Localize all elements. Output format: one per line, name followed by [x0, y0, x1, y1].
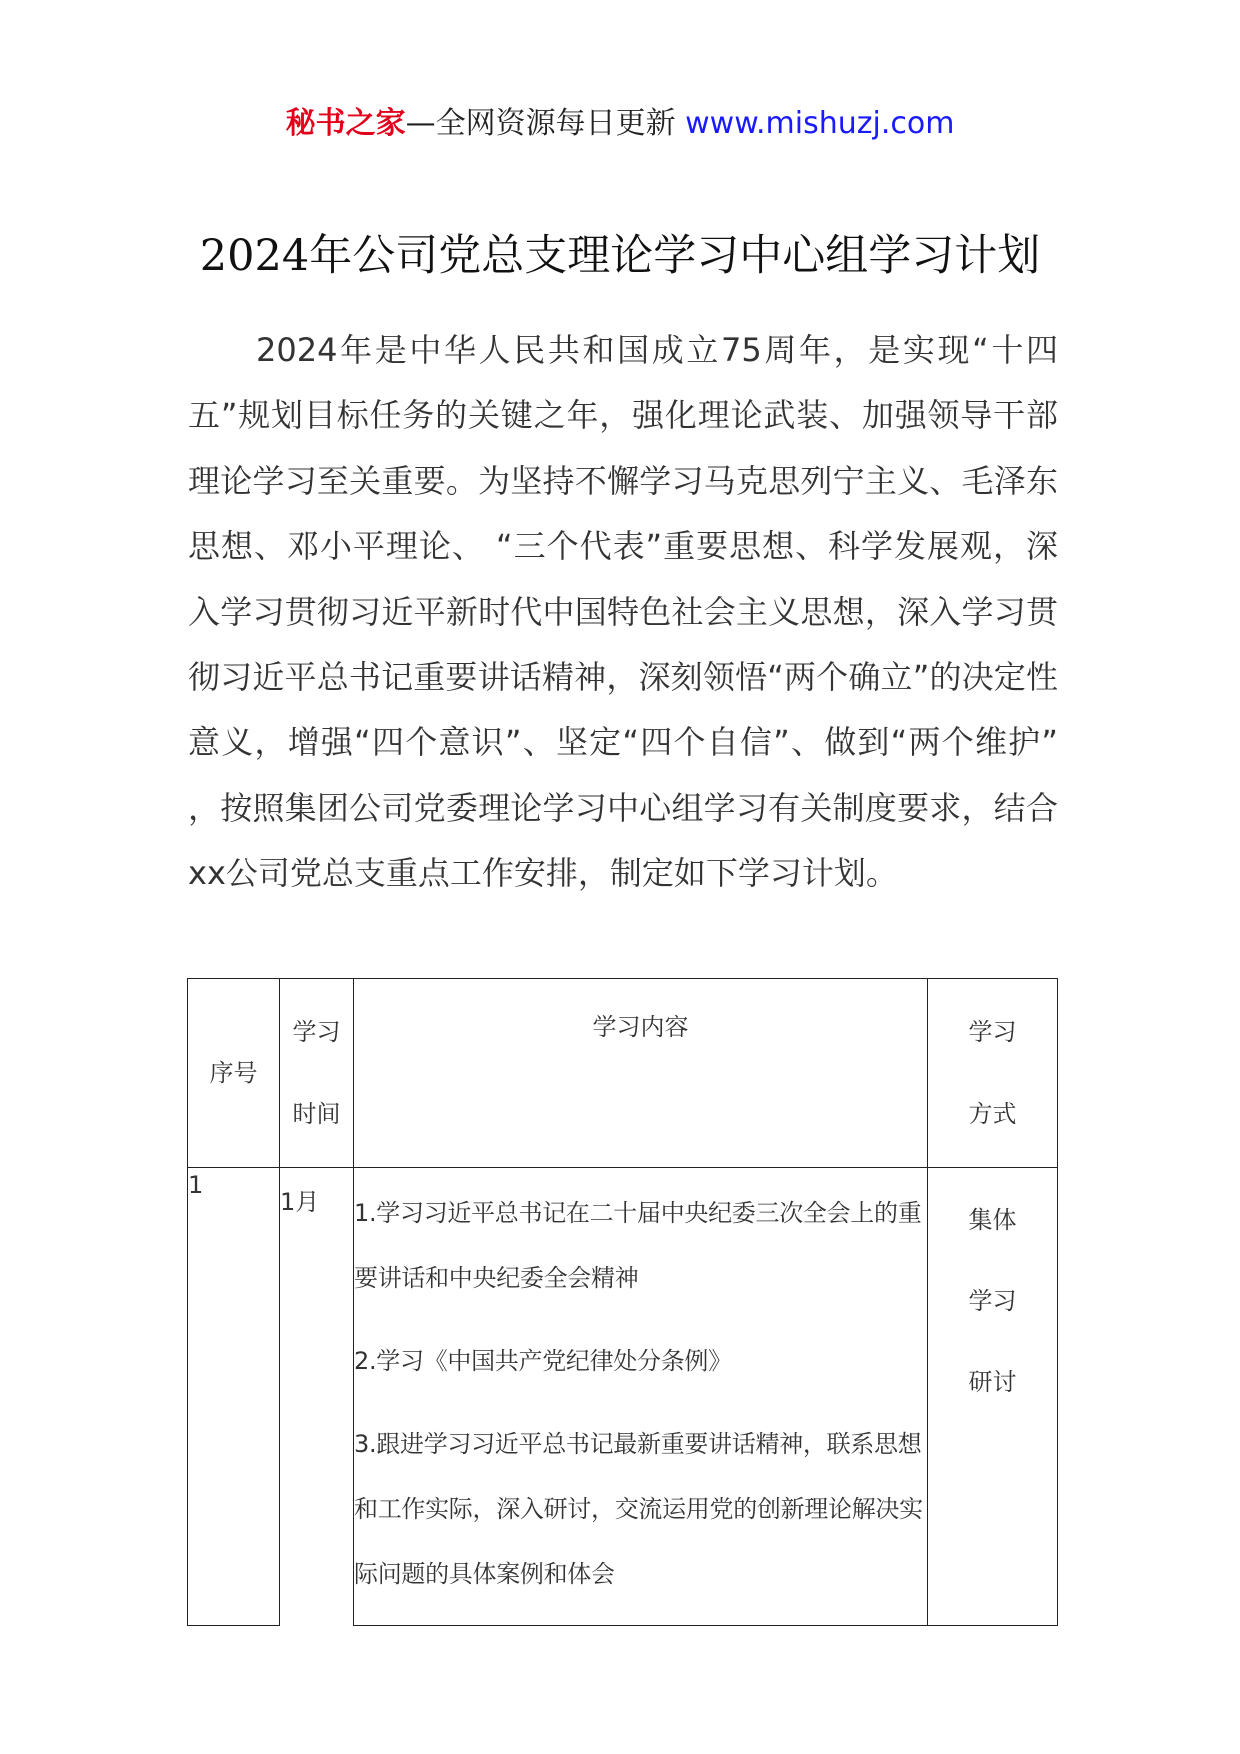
method-line: 学习	[968, 1287, 1017, 1315]
header-seq: 序号	[188, 979, 280, 1168]
banner-url-link[interactable]: www.mishuzj.com	[685, 106, 955, 141]
site-banner	[0, 102, 1240, 146]
row-time: 1月	[280, 1168, 354, 1626]
header-time-line2: 时间	[292, 1100, 341, 1128]
header-content: 学习内容	[354, 979, 928, 1168]
table-row	[188, 1168, 1058, 1626]
document-title: 2024年公司党总支理论学习中心组学习计划	[199, 231, 1041, 281]
header-method-line2: 方式	[968, 1100, 1017, 1128]
header-time	[280, 979, 354, 1168]
method-line: 研讨	[968, 1368, 1017, 1396]
banner-brand: 秘书之家	[285, 106, 406, 141]
row-seq: 1	[188, 1168, 280, 1626]
content-item: 1.学习习近平总书记在二十届中央纪委三次全会上的重要讲话和中央纪委全会精神	[354, 1199, 922, 1292]
table-header-row	[188, 979, 1058, 1168]
content-item: 2.学习《中国共产党纪律处分条例》	[354, 1347, 732, 1375]
header-method	[928, 979, 1058, 1168]
row-method	[928, 1168, 1058, 1626]
method-line: 集体	[968, 1206, 1017, 1234]
intro-paragraph: 2024年是中华人民共和国成立75周年，是实现“十四五”规划目标任务的关键之年，强化理论武装、加强领导干部理论学习至关重要。为坚持不懈学习马克思列宁主义、毛泽东思想、邓小平理论、 “三个代表”重要思想、科学发展观，深入学习贯彻习近平新时代中国特色社会主义思想，深入学习贯彻习近平总书记重要讲话精神，深刻领悟“两个确立”的决定性意义，增强“四个意识”、坚定“四个自信”、做到“两个维护” ，按照集团公司党委理论学习中心组学习有关制度要求，结合xx公司党总支重点工作安排，制定如下学习计划。	[188, 331, 1058, 893]
banner-slogan: —全网资源每日更新	[405, 106, 676, 141]
row-content	[354, 1168, 928, 1626]
header-method-line1: 学习	[968, 1018, 1017, 1046]
study-plan-table	[187, 978, 1058, 1626]
content-item: 3.跟进学习习近平总书记最新重要讲话精神，联系思想和工作实际，深入研讨，交流运用党的创新理论解决实际问题的具体案例和体会	[354, 1430, 923, 1588]
header-time-line1: 学习	[292, 1018, 341, 1046]
